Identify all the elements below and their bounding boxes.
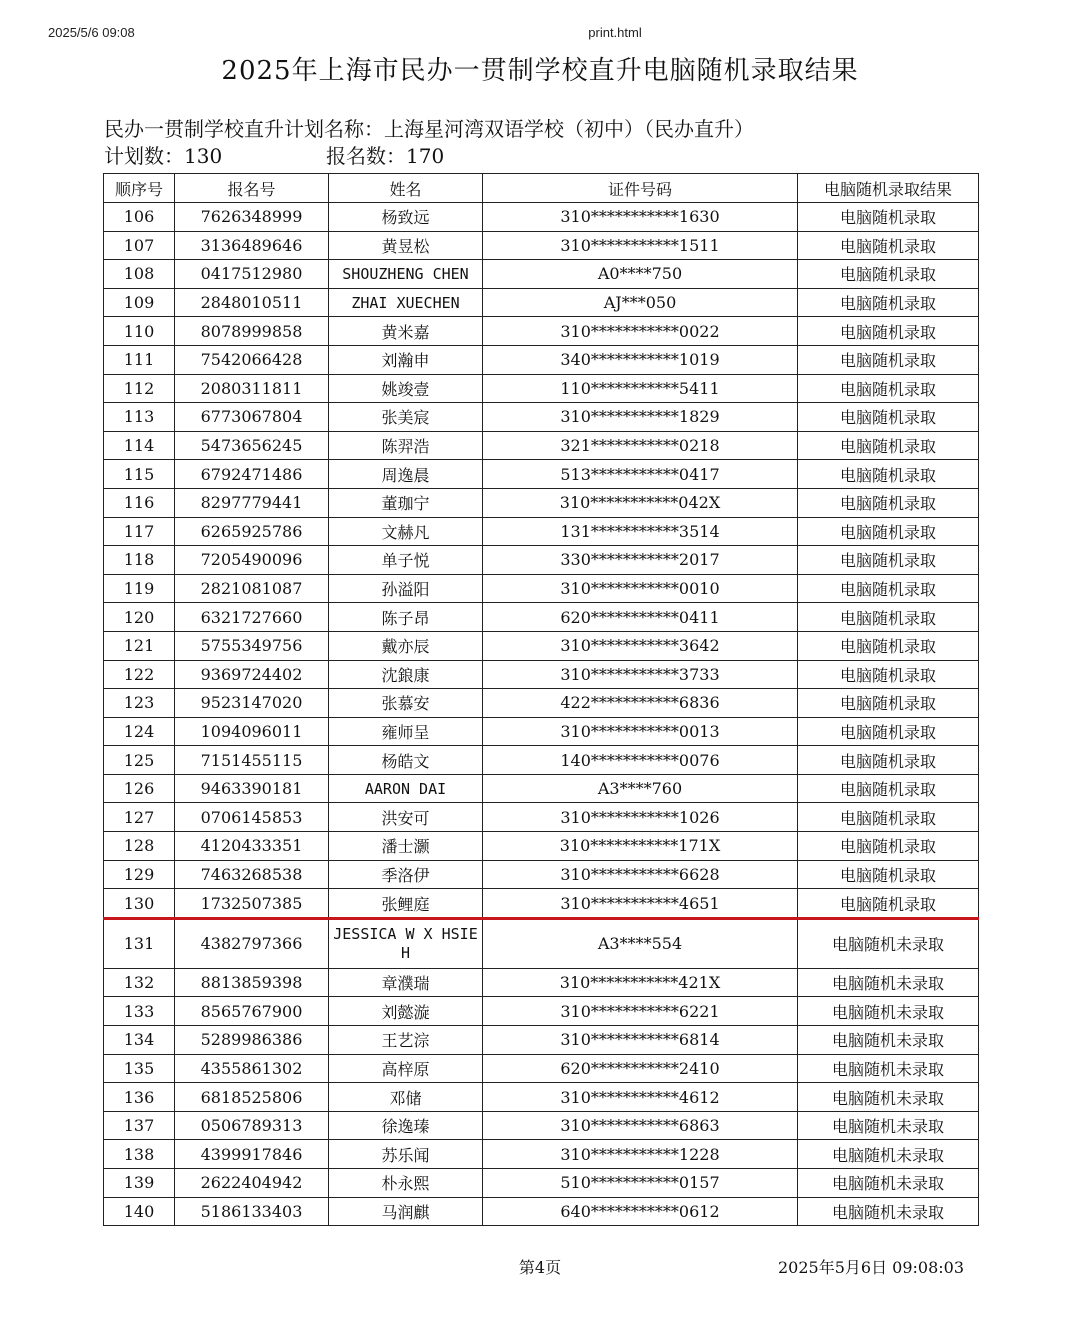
cell-id-no: 310***********6628 <box>483 860 798 889</box>
cell-name: 高梓原 <box>329 1054 483 1083</box>
cell-reg-no: 0506789313 <box>175 1111 329 1140</box>
cell-result: 电脑随机录取 <box>798 231 979 260</box>
cell-id-no: 310***********042X <box>483 488 798 517</box>
cell-reg-no: 1732507385 <box>175 889 329 919</box>
cell-reg-no: 3136489646 <box>175 231 329 260</box>
cell-id-no: 310***********6221 <box>483 997 798 1026</box>
cell-result: 电脑随机录取 <box>798 631 979 660</box>
cell-name: 苏乐闻 <box>329 1140 483 1169</box>
cell-result: 电脑随机录取 <box>798 574 979 603</box>
cell-result: 电脑随机未录取 <box>798 918 979 968</box>
table-row <box>104 1083 979 1112</box>
cell-reg-no: 6321727660 <box>175 603 329 632</box>
cell-reg-no: 4355861302 <box>175 1054 329 1083</box>
cell-name: 张鲤庭 <box>329 889 483 919</box>
cell-name: 文赫凡 <box>329 517 483 546</box>
cell-id-no: 310***********6863 <box>483 1111 798 1140</box>
table-row <box>104 403 979 432</box>
cell-result: 电脑随机录取 <box>798 203 979 232</box>
cell-result: 电脑随机录取 <box>798 746 979 775</box>
cell-id-no: 310***********4612 <box>483 1083 798 1112</box>
cell-reg-no: 5755349756 <box>175 631 329 660</box>
cell-name: 刘瀚申 <box>329 345 483 374</box>
cell-result: 电脑随机录取 <box>798 374 979 403</box>
cell-name: 洪安可 <box>329 803 483 832</box>
cell-reg-no: 7463268538 <box>175 860 329 889</box>
table-header-row <box>104 174 979 203</box>
cell-seq: 134 <box>104 1026 175 1055</box>
cell-reg-no: 4399917846 <box>175 1140 329 1169</box>
table-row <box>104 460 979 489</box>
cell-name: 张美宸 <box>329 403 483 432</box>
cell-id-no: 640***********0612 <box>483 1197 798 1226</box>
cell-reg-no: 0706145853 <box>175 803 329 832</box>
cell-result: 电脑随机录取 <box>798 403 979 432</box>
cell-reg-no: 6792471486 <box>175 460 329 489</box>
table-row <box>104 260 979 289</box>
table-row <box>104 203 979 232</box>
table-row <box>104 889 979 919</box>
cell-result: 电脑随机未录取 <box>798 1026 979 1055</box>
table-row <box>104 832 979 861</box>
cell-reg-no: 8565767900 <box>175 997 329 1026</box>
cell-seq: 124 <box>104 717 175 746</box>
table-row <box>104 860 979 889</box>
cell-seq: 111 <box>104 345 175 374</box>
cell-seq: 113 <box>104 403 175 432</box>
cell-seq: 127 <box>104 803 175 832</box>
cell-reg-no: 8813859398 <box>175 968 329 997</box>
cell-result: 电脑随机录取 <box>798 317 979 346</box>
cell-reg-no: 1094096011 <box>175 717 329 746</box>
plan-name: 民办一贯制学校直升计划名称：上海星河湾双语学校（初中）（民办直升） <box>104 117 754 141</box>
cell-id-no: 310***********4651 <box>483 889 798 919</box>
cell-result: 电脑随机录取 <box>798 460 979 489</box>
cell-seq: 106 <box>104 203 175 232</box>
cell-id-no: 330***********2017 <box>483 546 798 575</box>
plan-count: 计划数：130 <box>104 144 223 168</box>
cell-result: 电脑随机未录取 <box>798 1169 979 1198</box>
cell-id-no: 310***********0022 <box>483 317 798 346</box>
cell-result: 电脑随机录取 <box>798 717 979 746</box>
cell-reg-no: 5289986386 <box>175 1026 329 1055</box>
cell-id-no: 310***********1511 <box>483 231 798 260</box>
print-timestamp: 2025年5月6日 09:08:03 <box>778 1258 965 1277</box>
cell-name: 马润麒 <box>329 1197 483 1226</box>
cell-name: 季洛伊 <box>329 860 483 889</box>
cell-name: 董珈宁 <box>329 488 483 517</box>
cell-id-no: A3****760 <box>483 774 798 803</box>
cell-seq: 117 <box>104 517 175 546</box>
cell-name: 戴亦辰 <box>329 631 483 660</box>
cell-result: 电脑随机录取 <box>798 832 979 861</box>
cell-reg-no: 4120433351 <box>175 832 329 861</box>
cell-result: 电脑随机未录取 <box>798 1197 979 1226</box>
cell-id-no: 310***********421X <box>483 968 798 997</box>
cell-name: 姚竣壹 <box>329 374 483 403</box>
table-row <box>104 345 979 374</box>
cell-reg-no: 9523147020 <box>175 689 329 718</box>
cell-name: 黄米嘉 <box>329 317 483 346</box>
cell-name: JESSICA W X HSIEH <box>329 918 483 968</box>
cell-name: 潘士灏 <box>329 832 483 861</box>
page-number: 第4页 <box>518 1258 562 1277</box>
cell-name: 章濮瑞 <box>329 968 483 997</box>
cell-result: 电脑随机录取 <box>798 774 979 803</box>
cell-name: ZHAI XUECHEN <box>329 288 483 317</box>
cell-seq: 130 <box>104 889 175 919</box>
cell-id-no: A0****750 <box>483 260 798 289</box>
cell-result: 电脑随机录取 <box>798 689 979 718</box>
cell-result: 电脑随机录取 <box>798 517 979 546</box>
cell-seq: 133 <box>104 997 175 1026</box>
header-name: 姓名 <box>329 174 483 203</box>
cell-reg-no: 5473656245 <box>175 431 329 460</box>
cell-result: 电脑随机未录取 <box>798 968 979 997</box>
cell-result: 电脑随机未录取 <box>798 997 979 1026</box>
cell-result: 电脑随机录取 <box>798 288 979 317</box>
header-reg-no: 报名号 <box>175 174 329 203</box>
cell-seq: 112 <box>104 374 175 403</box>
cell-id-no: 310***********3642 <box>483 631 798 660</box>
cell-result: 电脑随机录取 <box>798 260 979 289</box>
cell-id-no: A3****554 <box>483 918 798 968</box>
cell-seq: 126 <box>104 774 175 803</box>
cell-result: 电脑随机未录取 <box>798 1054 979 1083</box>
cell-reg-no: 9369724402 <box>175 660 329 689</box>
cell-result: 电脑随机未录取 <box>798 1083 979 1112</box>
cell-seq: 122 <box>104 660 175 689</box>
cell-seq: 121 <box>104 631 175 660</box>
cell-name: 邓储 <box>329 1083 483 1112</box>
counts-line <box>104 140 445 169</box>
table-row <box>104 317 979 346</box>
cell-result: 电脑随机录取 <box>798 431 979 460</box>
cell-id-no: 110***********5411 <box>483 374 798 403</box>
cell-reg-no: 5186133403 <box>175 1197 329 1226</box>
cell-id-no: 310***********6814 <box>483 1026 798 1055</box>
cell-seq: 137 <box>104 1111 175 1140</box>
cell-id-no: 310***********171X <box>483 832 798 861</box>
cell-seq: 125 <box>104 746 175 775</box>
table-row <box>104 1197 979 1226</box>
header-result: 电脑随机录取结果 <box>798 174 979 203</box>
cell-id-no: 310***********1228 <box>483 1140 798 1169</box>
cell-seq: 123 <box>104 689 175 718</box>
cell-name: 单子悦 <box>329 546 483 575</box>
cell-name: 朴永熙 <box>329 1169 483 1198</box>
cell-reg-no: 8078999858 <box>175 317 329 346</box>
table-row <box>104 746 979 775</box>
cell-reg-no: 7626348999 <box>175 203 329 232</box>
cell-name: 杨皓文 <box>329 746 483 775</box>
registration-count: 报名数：170 <box>326 144 445 168</box>
cell-result: 电脑随机录取 <box>798 803 979 832</box>
table-row <box>104 968 979 997</box>
cell-seq: 128 <box>104 832 175 861</box>
cell-id-no: 321***********0218 <box>483 431 798 460</box>
cell-seq: 131 <box>104 918 175 968</box>
header-seq: 顺序号 <box>104 174 175 203</box>
cell-reg-no: 7205490096 <box>175 546 329 575</box>
cell-reg-no: 6818525806 <box>175 1083 329 1112</box>
cell-name: AARON DAI <box>329 774 483 803</box>
table-row <box>104 374 979 403</box>
cell-id-no: 513***********0417 <box>483 460 798 489</box>
cell-name: 张慕安 <box>329 689 483 718</box>
cell-seq: 114 <box>104 431 175 460</box>
table-row <box>104 288 979 317</box>
cell-name: SHOUZHENG CHEN <box>329 260 483 289</box>
cell-name: 刘懿漩 <box>329 997 483 1026</box>
table-row <box>104 231 979 260</box>
cell-name: 陈子昂 <box>329 603 483 632</box>
cell-reg-no: 0417512980 <box>175 260 329 289</box>
table-row <box>104 997 979 1026</box>
print-header <box>0 25 1080 45</box>
cell-seq: 140 <box>104 1197 175 1226</box>
cell-result: 电脑随机录取 <box>798 889 979 919</box>
table-row <box>104 631 979 660</box>
cell-seq: 138 <box>104 1140 175 1169</box>
header-id-no: 证件号码 <box>483 174 798 203</box>
cell-seq: 115 <box>104 460 175 489</box>
cell-name: 周逸晨 <box>329 460 483 489</box>
cell-reg-no: 7151455115 <box>175 746 329 775</box>
cell-seq: 116 <box>104 488 175 517</box>
table-row <box>104 689 979 718</box>
cell-reg-no: 6265925786 <box>175 517 329 546</box>
print-filename: print.html <box>588 25 642 40</box>
cell-id-no: 340***********1019 <box>483 345 798 374</box>
cell-seq: 132 <box>104 968 175 997</box>
cell-reg-no: 2821081087 <box>175 574 329 603</box>
cell-name: 王艺淙 <box>329 1026 483 1055</box>
cell-reg-no: 4382797366 <box>175 918 329 968</box>
document-title: 2025年上海市民办一贯制学校直升电脑随机录取结果 <box>221 56 859 86</box>
cell-id-no: 620***********2410 <box>483 1054 798 1083</box>
table-row <box>104 774 979 803</box>
cell-id-no: 310***********3733 <box>483 660 798 689</box>
cell-reg-no: 2848010511 <box>175 288 329 317</box>
cell-reg-no: 6773067804 <box>175 403 329 432</box>
cell-id-no: 510***********0157 <box>483 1169 798 1198</box>
cell-result: 电脑随机未录取 <box>798 1140 979 1169</box>
cell-seq: 109 <box>104 288 175 317</box>
cell-id-no: AJ***050 <box>483 288 798 317</box>
cell-seq: 119 <box>104 574 175 603</box>
cell-seq: 108 <box>104 260 175 289</box>
cell-name: 沈鋃康 <box>329 660 483 689</box>
cell-reg-no: 2622404942 <box>175 1169 329 1198</box>
table-row <box>104 574 979 603</box>
table-body <box>104 203 979 1226</box>
cell-name: 杨致远 <box>329 203 483 232</box>
table-row <box>104 717 979 746</box>
cell-seq: 110 <box>104 317 175 346</box>
cell-result: 电脑随机未录取 <box>798 1111 979 1140</box>
cell-seq: 118 <box>104 546 175 575</box>
cell-id-no: 310***********1026 <box>483 803 798 832</box>
table-row <box>104 660 979 689</box>
cell-id-no: 310***********1630 <box>483 203 798 232</box>
table-row <box>104 603 979 632</box>
cell-name: 徐逸瑧 <box>329 1111 483 1140</box>
table-row <box>104 1054 979 1083</box>
cell-id-no: 310***********0013 <box>483 717 798 746</box>
table-row <box>104 1026 979 1055</box>
cell-reg-no: 8297779441 <box>175 488 329 517</box>
cell-id-no: 422***********6836 <box>483 689 798 718</box>
table-row <box>104 1140 979 1169</box>
table-row <box>104 546 979 575</box>
cell-seq: 135 <box>104 1054 175 1083</box>
cell-id-no: 310***********1829 <box>483 403 798 432</box>
cell-result: 电脑随机录取 <box>798 603 979 632</box>
table-row <box>104 517 979 546</box>
cell-result: 电脑随机录取 <box>798 488 979 517</box>
table-row <box>104 803 979 832</box>
cell-id-no: 310***********0010 <box>483 574 798 603</box>
cell-name: 黄昱松 <box>329 231 483 260</box>
cell-id-no: 131***********3514 <box>483 517 798 546</box>
cell-name: 雍师呈 <box>329 717 483 746</box>
cell-result: 电脑随机录取 <box>798 660 979 689</box>
cell-reg-no: 9463390181 <box>175 774 329 803</box>
table-row <box>104 431 979 460</box>
cell-result: 电脑随机录取 <box>798 546 979 575</box>
cell-id-no: 140***********0076 <box>483 746 798 775</box>
cell-name: 陈羿浩 <box>329 431 483 460</box>
cell-result: 电脑随机录取 <box>798 345 979 374</box>
cell-reg-no: 7542066428 <box>175 345 329 374</box>
cell-name: 孙溢阳 <box>329 574 483 603</box>
cell-seq: 139 <box>104 1169 175 1198</box>
results-table <box>103 173 979 1226</box>
cell-result: 电脑随机录取 <box>798 860 979 889</box>
cell-reg-no: 2080311811 <box>175 374 329 403</box>
table-row <box>104 918 979 968</box>
cell-seq: 129 <box>104 860 175 889</box>
table-row <box>104 488 979 517</box>
cell-seq: 107 <box>104 231 175 260</box>
table-row <box>104 1169 979 1198</box>
cell-id-no: 620***********0411 <box>483 603 798 632</box>
cell-seq: 136 <box>104 1083 175 1112</box>
table-row <box>104 1111 979 1140</box>
print-datetime: 2025/5/6 09:08 <box>48 25 135 40</box>
cell-seq: 120 <box>104 603 175 632</box>
